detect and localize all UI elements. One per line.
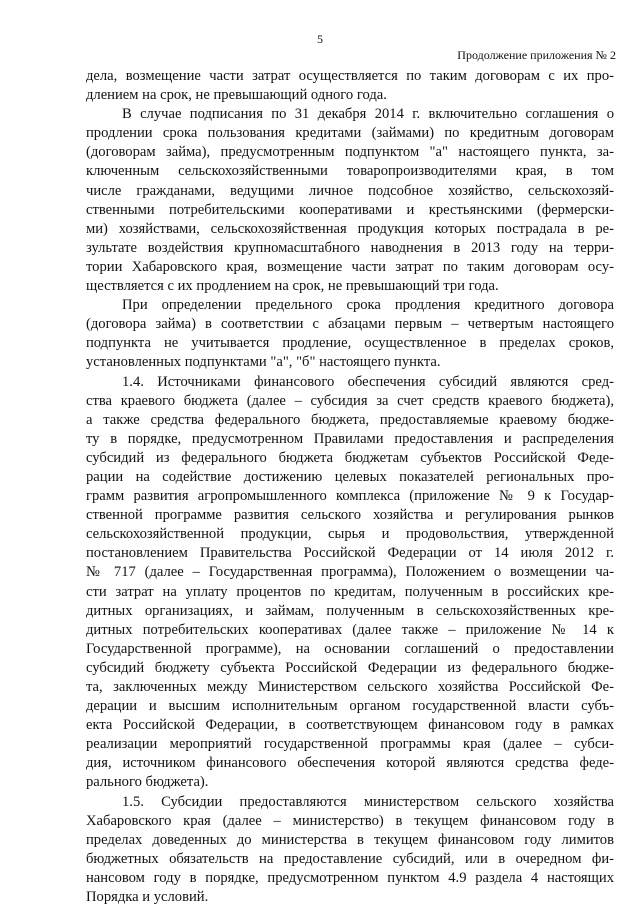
text-line: тории Хабаровского края, возмещение части затрат по таким договорам осу-: [86, 258, 614, 275]
paragraph: [86, 296, 614, 372]
text-line: числе гражданами, ведущими личное подсобное хозяйство, сельскохозяй-: [86, 182, 614, 199]
paragraph: [86, 105, 614, 296]
text-line: постановлением Правительства Российской Федерации от 14 июля 2012 г.: [86, 545, 614, 562]
text-line: продлении срока пользования кредитами (займами) по кредитным договорам: [86, 125, 614, 142]
text-line: подпункта не учитывается продление, осуществленное в пределах сроков,: [86, 335, 614, 352]
text-line: дела, возмещение части затрат осуществляется по таким договорам с их про-: [86, 68, 614, 84]
text-line: ственной программе развития сельского хозяйства и регулирования рынков: [86, 507, 614, 524]
text-line: установленных подпунктами "а", "б" настоящего пункта.: [86, 354, 441, 371]
text-line: сельскохозяйственной продукции, сырья и продовольствия, утвержденной: [86, 526, 614, 543]
text-line: (договора займа) в соответствии с абзацами первым – четвертым настоящего: [86, 316, 614, 333]
text-line: ми) хозяйствами, сельскохозяйственная продукция которых пострадала в ре-: [86, 220, 614, 237]
document-body: [86, 67, 614, 907]
text-line: а также средства федерального бюджета, предоставляемые краевому бюдже-: [86, 411, 614, 428]
text-line: субсидий бюджету субъекта Российской Федерации из федерального бюдже-: [86, 659, 614, 676]
text-line: В случае подписания по 31 декабря 2014 г. включительно соглашения о: [122, 106, 614, 123]
text-line: екта Российской Федерации, в соответствующем финансовом году в рамках: [86, 717, 614, 734]
text-line: грамм развития агропромышленного комплекса (приложение № 9 к Государ-: [86, 488, 614, 505]
text-line: ключенным сельскохозяйственными товаропроизводителями края, в том: [86, 163, 614, 180]
text-line: Хабаровского края (далее – министерство) в текущем финансовом году в: [86, 812, 614, 829]
text-line: № 717 (далее – Государственная программа), Положением о возмещении ча-: [86, 564, 614, 581]
paragraph: [86, 373, 614, 793]
text-line: субсидий из федерального бюджета бюджетам субъектов Российской Феде-: [86, 449, 614, 466]
text-line: (договорам займа), предусмотренным подпунктом "а" настоящего пункта, за-: [86, 144, 614, 161]
text-line: рации на содействие достижению целевых показателей региональных про-: [86, 468, 614, 485]
text-line: та, заключенных между Министерством сельского хозяйства Российской Фе-: [86, 679, 614, 695]
text-line: рального бюджета).: [86, 774, 209, 791]
text-line: Государственной программе), на основании соглашений о предоставлении: [86, 640, 614, 657]
paragraph: [86, 67, 614, 105]
text-line: При определении предельного срока продления кредитного договора: [122, 297, 614, 314]
text-line: нансовом году в порядке, предусмотренном пунктом 4.9 раздела 4 настоящих: [86, 869, 614, 886]
text-line: ственными потребительскими кооперативами и крестьянскими (фермерски-: [86, 201, 614, 218]
text-line: Порядка и условий.: [86, 889, 209, 906]
text-line: дитных потребительских кооперативах (далее также – приложение № 14 к: [86, 621, 614, 638]
text-line: бюджетных обязательств на предоставление субсидий, или в очередном фи-: [86, 850, 614, 867]
appendix-header-note: Продолжение приложения № 2: [457, 48, 616, 62]
paragraph: [86, 793, 614, 907]
text-line: 1.5. Субсидии предоставляются министерством сельского хозяйства: [122, 793, 614, 810]
text-line: ществляется с их продлением на срок, не превышающий три года.: [86, 278, 499, 295]
text-line: реализации мероприятий государственной программы края (далее – субси-: [86, 736, 614, 753]
text-line: зультате воздействия крупномасштабного наводнения в 2013 году на терри-: [86, 239, 614, 256]
text-line: пределах доведенных до министерства в текущем финансовом году лимитов: [86, 831, 614, 848]
text-line: дитных организациях, и займам, полученным в сельскохозяйственных кре-: [86, 602, 614, 619]
text-line: дерации и высшим исполнительным органом государственной власти субъ-: [86, 698, 614, 715]
text-line: сти затрат на уплату процентов по кредитам, полученным в российских кре-: [86, 583, 614, 600]
page-number: 5: [317, 32, 323, 46]
text-line: длением на срок, не превышающий одного года.: [86, 87, 387, 104]
text-line: 1.4. Источниками финансового обеспечения субсидий являются сред-: [122, 373, 614, 390]
text-line: ту в порядке, предусмотренном Правилами предоставления и распределения: [86, 430, 614, 447]
text-line: ства краевого бюджета (далее – субсидия за счет средств краевого бюджета),: [86, 392, 614, 409]
text-line: дия, источником финансового обеспечения которой являются средства феде-: [86, 755, 614, 772]
